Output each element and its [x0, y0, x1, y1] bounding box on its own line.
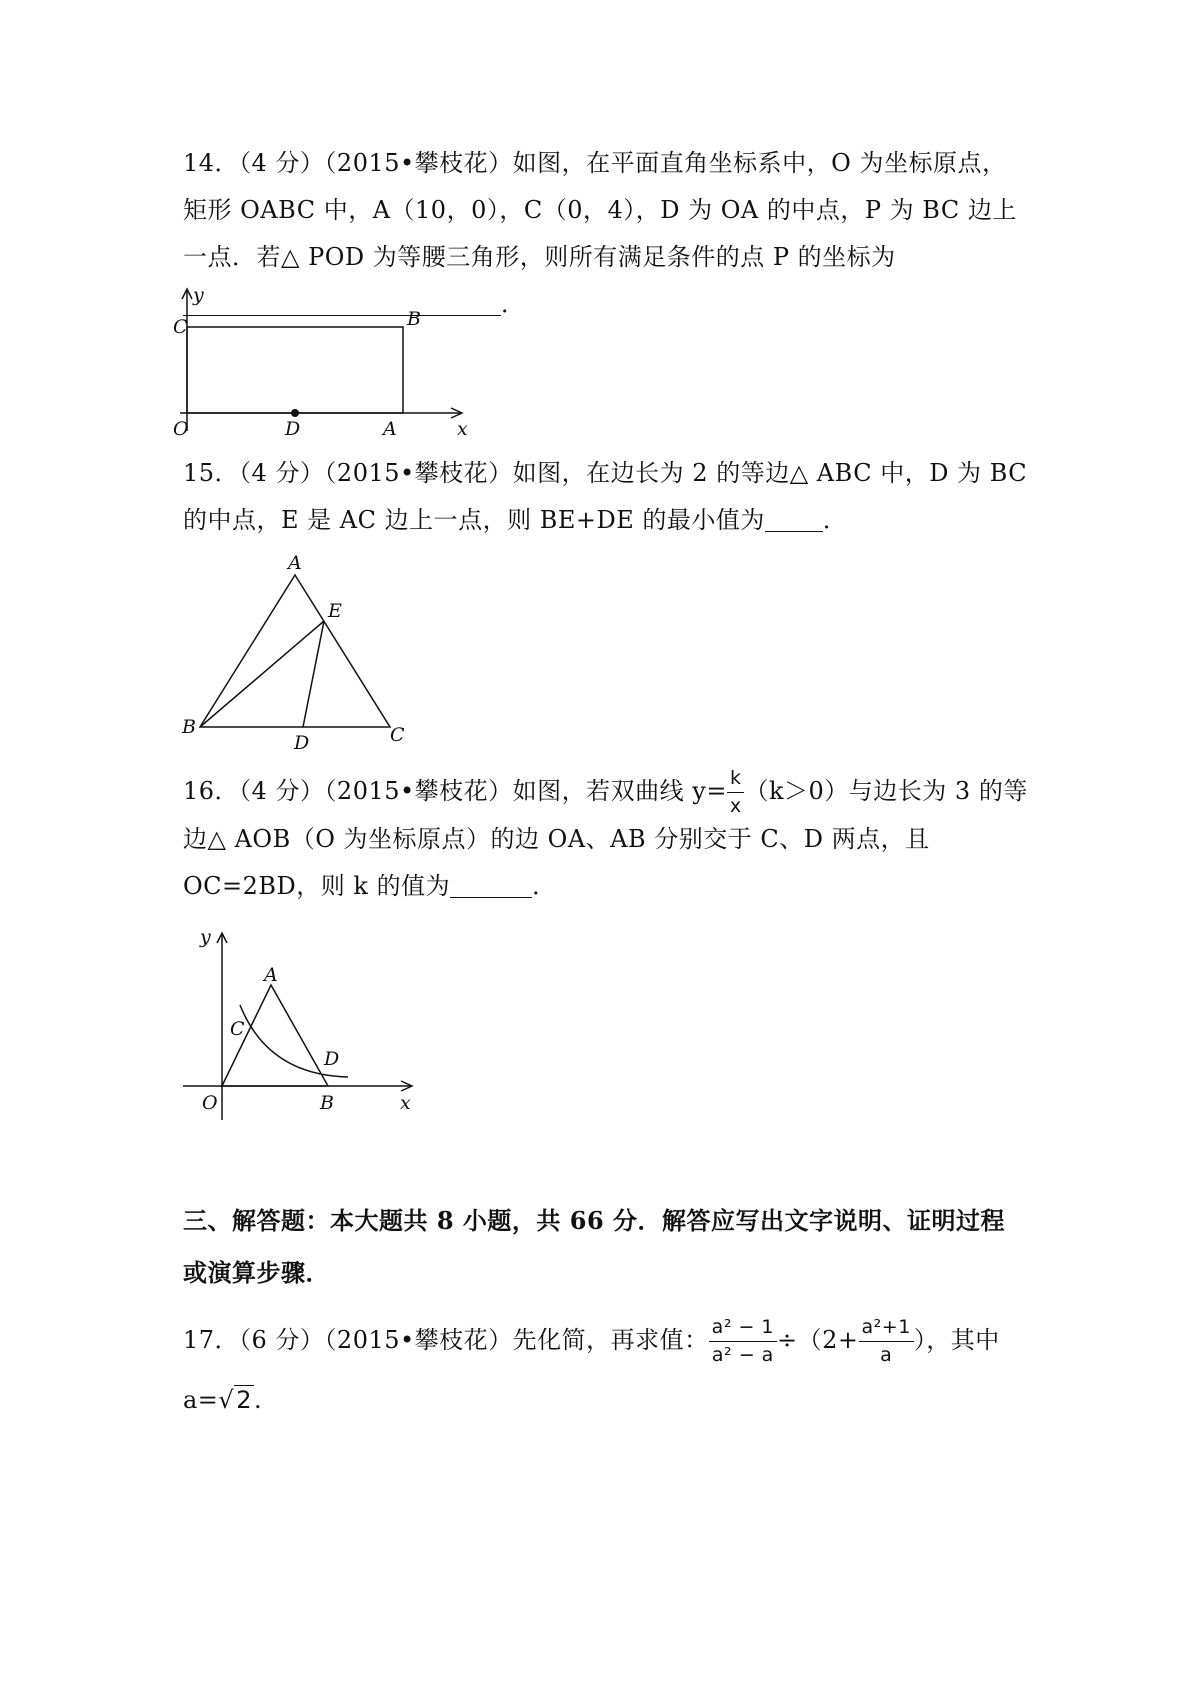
question-14: 14．（4 分）（2015•攀枝花）如图，在平面直角坐标系中，O 为坐标原点，矩形 OABC 中，A（10，0），C（0，4），D 为 OA 的中点，P 为 BC 边上一点．若△ POD 为等腰三角形，则所有满足条件的点 P 的坐标为．: [183, 149, 1017, 318]
question-16: 16．（4 分）（2015•攀枝花）如图，若双曲线 y= $\frac{k}{x}$ （k＞0）与边长为 3 的等边△ AOB（O 为坐标原点）的边 OA、AB 分别交于 C、D 两点，且 OC=2BD，则 k 的值为 ．: [183, 767, 1028, 900]
question-15: 15．（4 分）（2015•攀枝花）如图，在边长为 2 的等边△ ABC 中，D 为 BC 的中点，E 是 AC 边上一点，则 BE+DE 的最小值为 ．: [183, 459, 1028, 534]
question-14-text: 14．（4 分）（2015•攀枝花）如图，在平面直角坐标系中，O 为坐标原点，矩形 OABC 中，A（10，0），C（0，4），D 为 OA 的中点，P 为 BC 边上一点．若△ POD 为等腰三角形，则所有满足条件的点 P 的坐标为: [183, 149, 1017, 271]
question-17-text-after: ），其中 a=: [183, 1326, 1000, 1414]
figure-14-rectangle: [175, 285, 475, 445]
fraction-1: $\frac{\text{a² − 1}}{\text{a² − a}}$: [709, 1318, 777, 1365]
label-o: O: [173, 418, 189, 440]
question-15-text: 15．（4 分）（2015•攀枝花）如图，在边长为 2 的等边△ ABC 中，D 为 BC 的中点，E 是 AC 边上一点，则 BE+DE 的最小值为: [183, 459, 1028, 534]
answer-blank-15[interactable]: [765, 501, 823, 532]
label-c: C: [390, 724, 405, 746]
label-a: A: [383, 418, 397, 440]
label-a: A: [288, 552, 302, 574]
question-16-text-after: （k＞0）与边长为 3 的等边△ AOB（O 为坐标原点）的边 OA、AB 分别交于 C、D 两点，且 OC=2BD，则 k 的值为: [183, 777, 1028, 900]
label-e: E: [328, 600, 342, 622]
label-b: B: [407, 308, 421, 330]
question-17-text-before: 17．（6 分）（2015•攀枝花）先化简，再求值：: [183, 1326, 709, 1354]
label-y: y: [200, 926, 211, 948]
question-17: 17．（6 分）（2015•攀枝花）先化简，再求值： $\frac{\text{a² − 1}}{\text{a² − a}}$ ÷（2+ $\frac{\text{a²+1}}{a}$ ），其中 a=√2.: [183, 1316, 1000, 1414]
label-a: A: [264, 964, 278, 986]
answer-blank-16[interactable]: [450, 867, 532, 898]
section-3-text: 三、解答题：本大题共 8 小题，共 66 分．解答应写出文字说明、证明过程或演算步骤．: [183, 1206, 1006, 1287]
question-17-divide: ÷（2+: [777, 1326, 859, 1354]
label-d: D: [285, 418, 301, 440]
label-c: C: [173, 316, 188, 338]
fraction-k-over-x: $\frac{k}{x}$: [727, 769, 745, 816]
fraction-2: $\frac{\text{a²+1}}{a}$: [859, 1318, 914, 1365]
question-16-text-before: 16．（4 分）（2015•攀枝花）如图，若双曲线 y=: [183, 777, 727, 805]
figure-16-hyperbola: [178, 925, 428, 1125]
label-x: x: [400, 1092, 411, 1114]
section-3-heading: [183, 1195, 1028, 1299]
label-d: D: [324, 1048, 340, 1070]
label-d: D: [294, 732, 310, 754]
label-b: B: [182, 716, 196, 738]
figure-15-triangle: [178, 552, 418, 755]
sqrt-2: √2: [218, 1386, 252, 1414]
label-c: C: [230, 1018, 245, 1040]
label-o: O: [202, 1092, 218, 1114]
label-b: B: [320, 1092, 334, 1114]
label-y: y: [193, 284, 204, 306]
label-x: x: [457, 418, 468, 440]
